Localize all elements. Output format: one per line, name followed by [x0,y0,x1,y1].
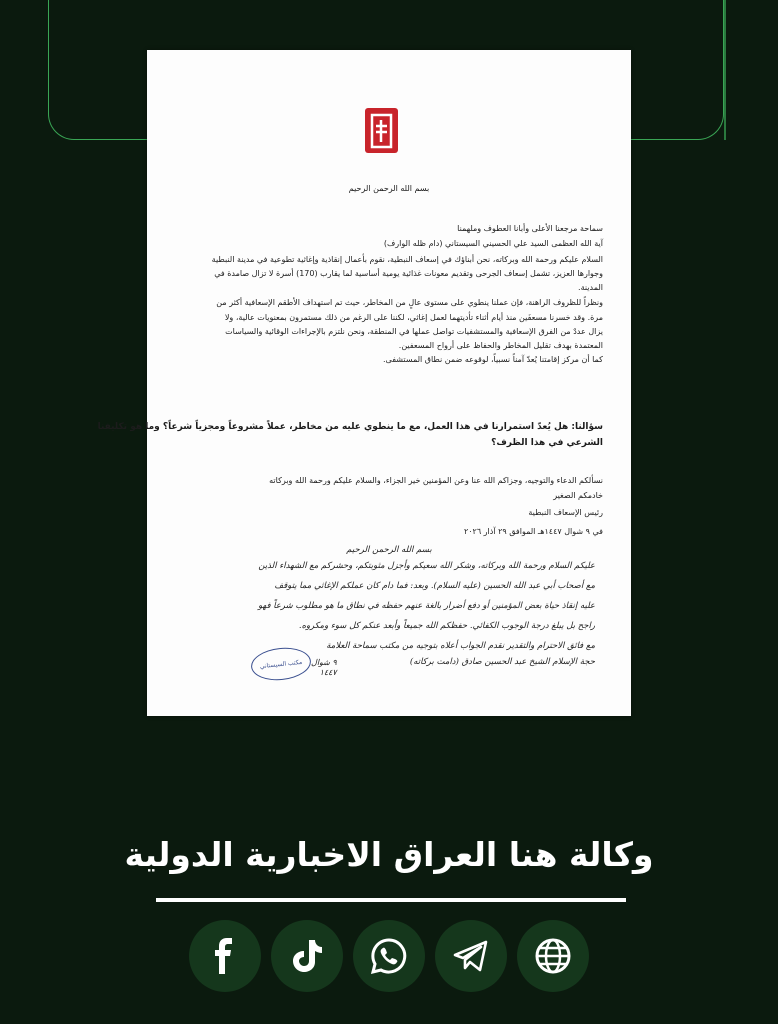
reply-line: راجح بل يبلغ درجة الوجوب الكفائي. حفظكم الله جميعاً وأبعد عنكم كل سوء ومكروه. [298,621,595,631]
organization-logo [365,108,398,153]
body-line: كما أن مركز إقامتنا يُعدّ آمناً نسبياً، لوقوعه ضمن نطاق المستشفى. [383,355,603,364]
social-links [0,920,778,992]
salutation: سماحة مرجعنا الأعلى وأبانا العطوف وملهمنا [457,224,603,233]
website-button[interactable] [517,920,589,992]
whatsapp-icon [369,936,409,976]
globe-icon [533,936,573,976]
reply-date [311,658,337,678]
facebook-icon [205,936,245,976]
agency-name: وكالة هنا العراق الاخبارية الدولية [124,835,654,874]
reply-line: مع أصحاب أبي عبد الله الحسين (عليه السلام). وبعد: فما دام كان عملكم الإغاثي مما يتوقف [274,581,595,591]
body-line: السلام عليكم ورحمة الله وبركاته، نحن أبناؤك في إسعاف النبطية، نقوم بأعمال إنقاذية وإغاثية تطوعية في مدينة النبطية [211,255,603,264]
body-line: ونظراً للظروف الراهنة، فإن عملنا ينطوي على مستوى عالٍ من المخاطر، حيث تم استهداف الأطقم الإسعافية أكثر من [216,298,603,307]
question-line: الشرعي في هذا الظرف؟ [491,438,603,448]
sender-role: رئيس الإسعاف النبطية [528,508,603,517]
reply-line: عليه إنقاذ حياة بعض المؤمنين أو دفع أضرار بالغة عنهم حفظه في نطاق ما هو مطلوب شرعاً فهو [258,601,595,611]
body-line: يزال عددٌ من الفرق الإسعافية والمستشفيات تواصل عملها في المنطقة، ونحن نلتزم بالإجراءات الوقائية والسياسات [225,327,603,336]
addressee: آية الله العظمى السيد علي الحسيني السيستاني (دام ظله الوارف) [383,239,603,248]
tiktok-icon [287,936,327,976]
reply-date-day: ٩ شوال [311,658,337,667]
official-stamp [249,645,312,683]
reply-line: عليكم السلام ورحمة الله وبركاته، وشكر الله سعيكم وأجزل مثوبتكم، وحشركم مع الشهداء الذين [258,561,595,571]
telegram-icon [451,936,491,976]
reply-line: مع فائق الاحترام والتقدير نقدم الجواب أعلاه بتوجيه من مكتب سماحة العلامة [326,641,595,651]
body-line: المعتمدة بهدف تقليل المخاطر والحفاظ على أرواح المسعفين. [398,341,603,350]
reply-basmala: بسم الله الرحمن الرحيم [346,545,432,555]
body-line: المدينة. [578,283,603,292]
sender-title: خادمكم الصغير [553,491,603,500]
reply-date-year: ١٤٤٧ [319,668,337,677]
whatsapp-button[interactable] [353,920,425,992]
letter-document [97,50,631,716]
body-line: وجوارها العزيز، تشمل إسعاف الجرحى وتقديم معونات غذائية يومية أساسية لما يقارب (170) أسرة لا تزال صامدة في [214,269,603,278]
basmala: بسم الله الرحمن الرحيم [348,184,430,193]
decorative-frame-line [724,0,726,140]
letter-date: في ٩ شوال ١٤٤٧هـ الموافق ٢٩ آذار ٢٠٢٦ [463,527,603,536]
question-line: سؤالنا: هل يُعدّ استمرارنا في هذا العمل، مع ما ينطوي عليه من مخاطر، عملاً مشروعاً ومجزياً شرعاً؟ وما هو تكليفنا [97,422,603,432]
stamp-text: مكتب السيستاني [259,658,303,670]
tiktok-button[interactable] [271,920,343,992]
reply-line: حجة الإسلام الشيخ عبد الحسين صادق (دامت بركاته) [409,657,595,667]
body-line: مرة. وقد خسرنا مسعفَين منذ أيام أثناء تأديتهما لعمل إغاثي، لكننا على الرغم من ذلك مستمرون بمعنويات عالية، ولا [224,313,603,322]
telegram-button[interactable] [435,920,507,992]
agency-underline [156,898,626,902]
facebook-button[interactable] [189,920,261,992]
closing: نسألكم الدعاء والتوجيه، وجزاكم الله عنا وعن المؤمنين خير الجزاء، والسلام عليكم ورحمة الله وبركاته [269,476,603,485]
